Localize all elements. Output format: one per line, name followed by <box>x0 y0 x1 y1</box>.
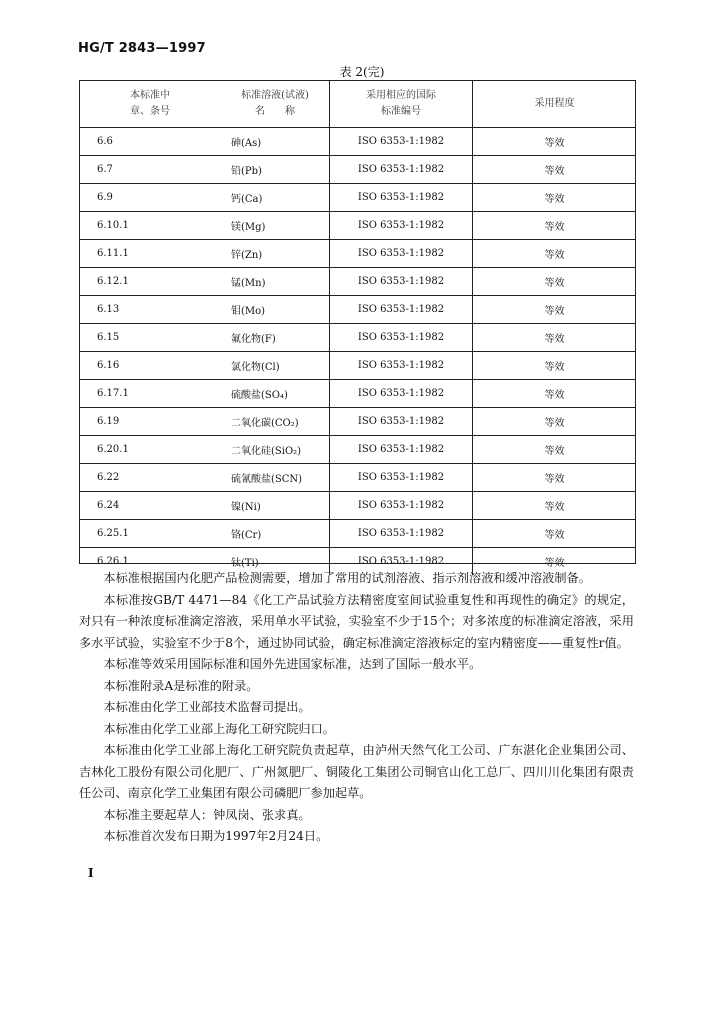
note-paragraph: 本标准等效采用国际标准和国外先进国家标准，达到了国际一般水平。 <box>103 657 482 671</box>
standard-code: HG/T 2843—1997 <box>78 41 206 56</box>
adoption-degree-cell: 等效 <box>473 520 637 548</box>
table-bottom-rule <box>79 563 636 564</box>
solution-name-cell: 硫酸盐(SO₄) <box>221 380 330 408</box>
adoption-degree-cell: 等效 <box>473 268 637 296</box>
table-body <box>79 128 636 576</box>
table-header-row <box>79 80 636 128</box>
header-solution-name <box>221 80 330 128</box>
header-intl-line-1: 采用相应的国际 <box>366 89 436 101</box>
solution-name-cell: 锰(Mn) <box>221 268 330 296</box>
table-row <box>79 464 636 492</box>
table-caption: 表 2(完) <box>339 65 385 79</box>
intl-standard-cell: ISO 6353-1:1982 <box>330 492 473 520</box>
adoption-degree-cell: 等效 <box>544 558 565 569</box>
adoption-degree-cell: 等效 <box>473 380 637 408</box>
table-row <box>79 520 636 548</box>
solution-name-cell: 铬(Cr) <box>221 520 330 548</box>
adoption-degree-cell: 等效 <box>473 492 637 520</box>
adoption-degree-cell: 等效 <box>473 184 637 212</box>
note-paragraph: 本标准主要起草人：钟凤岗、张求真。 <box>103 807 311 822</box>
clause-number-cell: 6.19 <box>79 408 221 436</box>
table-row <box>79 156 636 184</box>
table-row <box>79 324 636 352</box>
intl-standard-cell: ISO 6353-1:1982 <box>330 324 473 352</box>
adoption-degree-cell: 等效 <box>473 464 637 492</box>
clause-number-cell: 6.15 <box>79 324 221 352</box>
table-row <box>79 492 636 520</box>
clause-number-cell: 6.11.1 <box>79 240 221 268</box>
header-solution-line-1: 标准溶液(试液) <box>241 89 309 101</box>
header-adoption-line-1: 采用程度 <box>534 97 575 109</box>
solution-name-cell: 钼(Mo) <box>221 296 330 324</box>
header-intl-line-2: 标准编号 <box>381 105 421 117</box>
adoption-degree-cell: 等效 <box>473 128 637 156</box>
clause-number-cell: 6.6 <box>79 128 221 156</box>
clause-number-cell: 6.13 <box>79 296 221 324</box>
solution-name-cell: 镁(Mg) <box>221 212 330 240</box>
note-paragraph: 本标准由化学工业部上海化工研究院归口。 <box>103 721 335 736</box>
note-paragraph: 本标准由化学工业部技术监督司提出。 <box>103 700 311 714</box>
intl-standard-cell: ISO 6353-1:1982 <box>330 436 473 464</box>
note-paragraph: 本标准根据国内化肥产品检测需要，增加了常用的试剂溶液、指示剂溶液和缓冲溶液制备。 <box>103 571 591 585</box>
adoption-degree-cell: 等效 <box>473 436 637 464</box>
adoption-degree-cell: 等效 <box>473 296 637 324</box>
intl-standard-cell: ISO 6353-1:1982 <box>330 520 473 548</box>
table-row <box>79 436 636 464</box>
intl-standard-cell: ISO 6353-1:1982 <box>330 240 473 268</box>
header-intl-standard <box>330 80 473 128</box>
note-paragraph: 本标准附录A是标准的附录。 <box>103 678 259 693</box>
solution-name-cell: 镍(Ni) <box>221 492 330 520</box>
intl-standard-cell: ISO 6353-1:1982 <box>330 184 473 212</box>
intl-standard-cell: ISO 6353-1:1982 <box>330 128 473 156</box>
clause-number-cell: 6.7 <box>79 156 221 184</box>
adoption-degree-cell: 等效 <box>473 324 637 352</box>
adoption-degree-cell: 等效 <box>473 156 637 184</box>
solution-name-cell: 硫氰酸盐(SCN) <box>221 464 330 492</box>
intl-standard-cell: ISO 6353-1:1982 <box>330 408 473 436</box>
solution-name-cell: 氯化物(Cl) <box>221 352 330 380</box>
adoption-degree-cell: 等效 <box>473 408 637 436</box>
intl-standard-cell: ISO 6353-1:1982 <box>330 464 473 492</box>
table-row <box>79 408 636 436</box>
clause-number-cell: 6.10.1 <box>79 212 221 240</box>
clause-number-cell: 6.25.1 <box>79 520 221 548</box>
solution-name-cell: 二氧化硅(SiO₂) <box>221 436 330 464</box>
intl-standard-cell: ISO 6353-1:1982 <box>330 548 473 576</box>
clause-number-cell: 6.9 <box>79 184 221 212</box>
clause-number-cell: 6.26.1 <box>97 556 129 567</box>
note-paragraph: 本标准由化学工业部上海化工研究院负责起草，由泸州天然气化工公司、广东湛化企业集团公司、吉林化工股份有限公司化肥厂、广州氮肥厂、铜陵化工集团公司铜官山化工总厂、四川川化集团有限责任公司、南京化学工业集团有限公司磷肥厂参加起草。 <box>79 743 634 800</box>
solution-name-cell: 二氧化碳(CO₂) <box>221 408 330 436</box>
intl-standard-cell: ISO 6353-1:1982 <box>330 212 473 240</box>
intl-standard-cell: ISO 6353-1:1982 <box>330 296 473 324</box>
header-clause-line-1: 本标准中 <box>130 89 170 101</box>
solution-name-cell: 铅(Pb) <box>221 156 330 184</box>
intl-standard-cell: ISO 6353-1:1982 <box>330 156 473 184</box>
header-adoption-degree <box>473 80 637 128</box>
clause-number-cell: 6.24 <box>79 492 221 520</box>
table-row <box>79 212 636 240</box>
intl-standard-cell: ISO 6353-1:1982 <box>330 268 473 296</box>
clause-number-cell: 6.20.1 <box>79 436 221 464</box>
page-number: I <box>88 866 94 880</box>
solution-name-cell: 钙(Ca) <box>221 184 330 212</box>
solution-name-cell: 钛(Ti) <box>231 558 259 569</box>
clause-number-cell: 6.22 <box>79 464 221 492</box>
header-clause-number <box>79 80 221 128</box>
intl-standard-cell: ISO 6353-1:1982 <box>330 352 473 380</box>
solution-name-cell: 氟化物(F) <box>221 324 330 352</box>
table-row <box>79 268 636 296</box>
adoption-degree-cell: 等效 <box>473 240 637 268</box>
foreword-notes <box>79 568 634 848</box>
header-solution-line-2: 名 称 <box>255 105 295 117</box>
standards-table <box>79 80 636 575</box>
note-paragraph: 本标准按GB/T 4471—84《化工产品试验方法精密度室间试验重复性和再现性的确定》的规定，对只有一种浓度标准滴定溶液，采用单水平试验，实验室不少于15个；对多浓度的标准滴定溶液，采用多水平试验，实验室不少于8个，通过协同试验，确定标准滴定溶液标定的室内精密度——重复性r值。 <box>79 592 634 650</box>
table-row <box>79 184 636 212</box>
clause-number-cell: 6.17.1 <box>79 380 221 408</box>
solution-name-cell: 锌(Zn) <box>221 240 330 268</box>
header-clause-line-2: 章、条号 <box>130 105 170 117</box>
table-row <box>79 296 636 324</box>
clause-number-cell: 6.12.1 <box>79 268 221 296</box>
table-row <box>79 352 636 380</box>
solution-name-cell: 砷(As) <box>221 128 330 156</box>
note-paragraph: 本标准首次发布日期为1997年2月24日。 <box>103 829 329 843</box>
adoption-degree-cell: 等效 <box>473 212 637 240</box>
table-row <box>79 380 636 408</box>
table-row <box>79 240 636 268</box>
adoption-degree-cell: 等效 <box>473 352 637 380</box>
intl-standard-cell: ISO 6353-1:1982 <box>330 380 473 408</box>
table-row <box>79 128 636 156</box>
clause-number-cell: 6.16 <box>79 352 221 380</box>
